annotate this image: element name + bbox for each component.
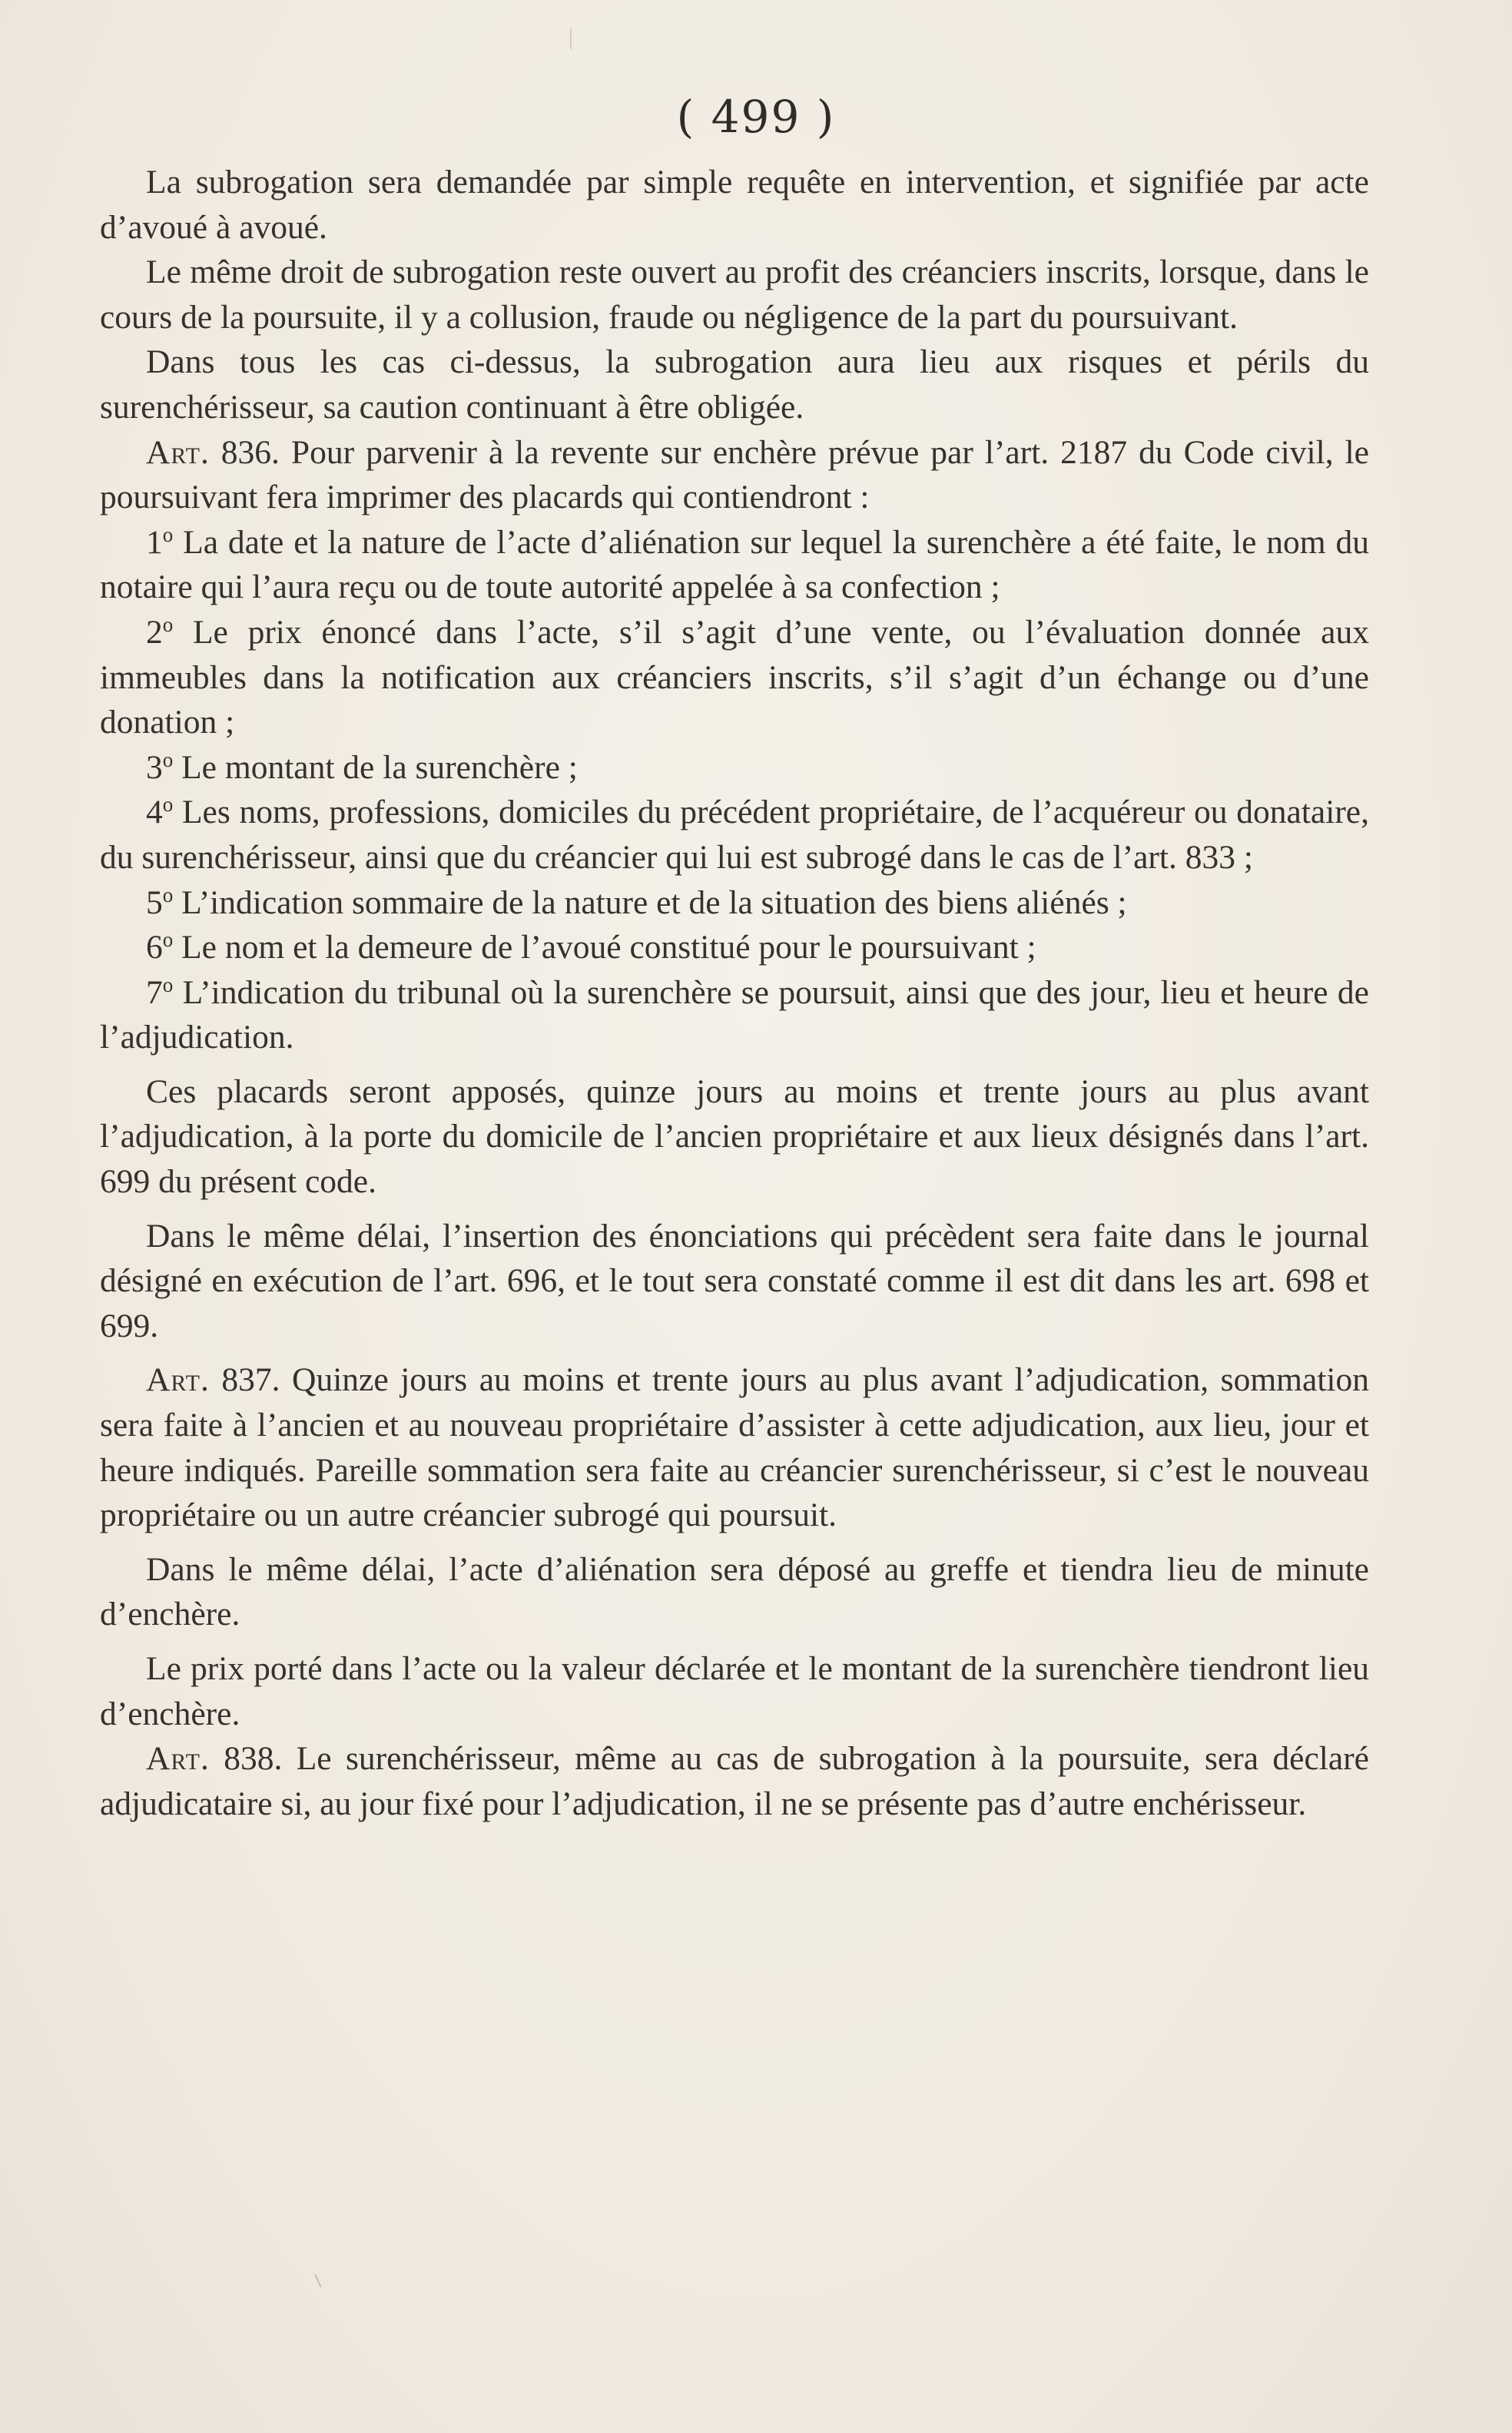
- list-item: 7$^o$ L’indication du tribunal où la surenchère se poursuit, ainsi que des jour, lieu et heure de l’adjudication.: [100, 973, 1369, 1056]
- list-item: 1$^o$ La date et la nature de l’acte d’aliénation sur lequel la surenchère a été faite, le nom du notaire qui l’aura reçu ou de toute autorité appelée à sa confection ;: [100, 522, 1369, 606]
- paragraph: La subrogation sera demandée par simple requête en intervention, et signifiée par acte d’avoué à avoué.: [100, 164, 1369, 246]
- paragraph: Dans le même délai, l’acte d’aliénation sera déposé au greffe et tiendra lieu de minute d’enchère.: [100, 1550, 1369, 1633]
- list-item: 2$^o$ Le prix énoncé dans l’acte, s’il s’agit d’une vente, ou l’évaluation donnée aux immeubles dans la notification aux créanciers inscrits, s’il s’agit d’un échange ou d’une donation ;: [100, 613, 1369, 741]
- list-item: 6$^o$ Le nom et la demeure de l’avoué constitué pour le poursuivant ;: [146, 928, 1036, 966]
- paragraph: Dans le même délai, l’insertion des énonciations qui précèdent sera faite dans le journal désigné en exécution de l’art. 696, et le tout sera constaté comme il est dit dans les art. 698 et 699.: [100, 1217, 1369, 1344]
- article-836: Art. 836. Pour parvenir à la revente sur enchère prévue par l’art. 2187 du Code civil, le poursuivant fera imprimer des placards qui contiendront :: [100, 433, 1369, 516]
- paragraph: Le prix porté dans l’acte ou la valeur déclarée et le montant de la surenchère tiendront lieu d’enchère.: [100, 1650, 1369, 1732]
- article-838: Art. 838. Le surenchérisseur, même au cas de subrogation à la poursuite, sera déclaré adjudicataire si, au jour fixé pour l’adjudication, il ne se présente pas d’autre enchérisseur.: [100, 1740, 1369, 1822]
- article-837: Art. 837. Quinze jours au moins et trente jours au plus avant l’adjudication, sommation sera faite à l’ancien et au nouveau propriétaire d’assister à cette adjudication, aux lieu, jour et heure indiqués. Pareille sommation sera faite au créancier surenchérisseur, si c’est le nouveau propriétaire ou un autre créancier subrogé qui poursuit.: [100, 1361, 1369, 1534]
- list-item: 4$^o$ Les noms, professions, domiciles du précédent propriétaire, de l’acquéreur ou donataire, du surenchérisseur, ainsi que du créancier qui lui est subrogé dans le cas de l’art. 833 ;: [100, 793, 1369, 876]
- paragraph: Le même droit de subrogation reste ouvert au profit des créanciers inscrits, lorsque, dans le cours de la poursuite, il y a collusion, fraude ou négligence de la part du poursuivant.: [100, 254, 1369, 336]
- page-number: ( 499 ): [676, 91, 836, 143]
- body-text: [100, 160, 1369, 1826]
- article-label: Art.: [146, 1361, 210, 1399]
- article-label: Art.: [146, 433, 210, 471]
- article-label: Art.: [146, 1740, 210, 1778]
- paragraph: Ces placards seront apposés, quinze jours au moins et trente jours au plus avant l’adjudication, à la porte du domicile de l’ancien propriétaire et aux lieux désignés dans l’art. 699 du présent code.: [100, 1072, 1369, 1201]
- paragraph: Dans tous les cas ci-dessus, la subrogation aura lieu aux risques et périls du surenchérisseur, sa caution continuant à être obligée.: [100, 343, 1369, 426]
- paper-mark: [314, 2274, 321, 2287]
- list-item: 5$^o$ L’indication sommaire de la nature et de la situation des biens aliénés ;: [146, 883, 1127, 921]
- list-item: 3$^o$ Le montant de la surenchère ;: [146, 747, 578, 786]
- paper-mark: [570, 28, 572, 49]
